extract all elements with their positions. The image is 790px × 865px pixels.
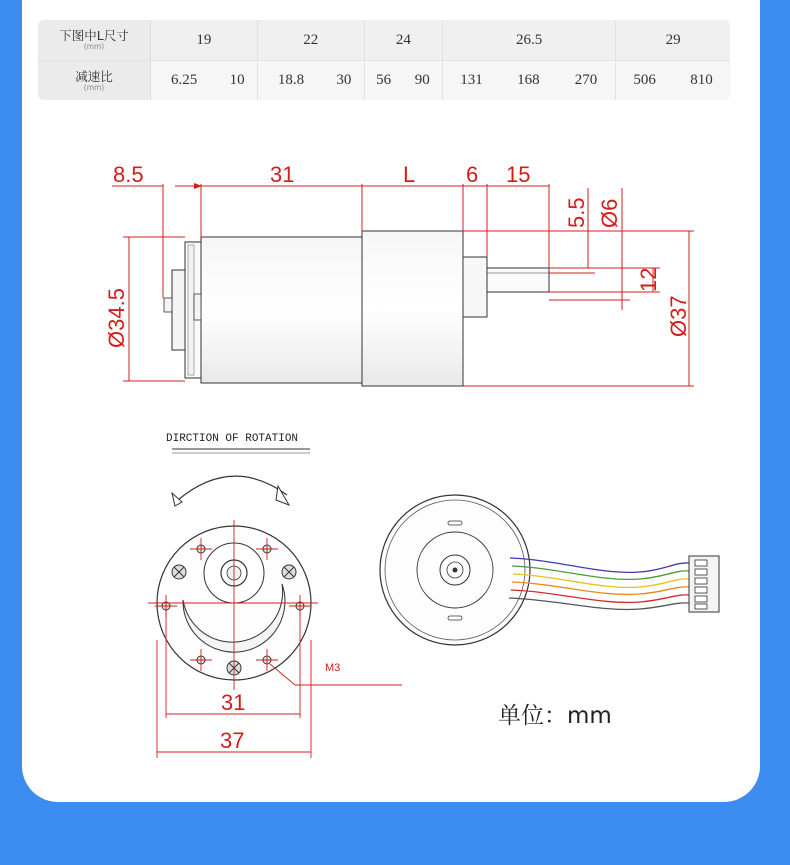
length-cell: 26.5 bbox=[443, 20, 616, 60]
ratio-cell: 18.8 bbox=[258, 60, 324, 100]
dim-5-5: 5.5 bbox=[564, 197, 589, 228]
motor-body bbox=[201, 237, 362, 383]
ratio-cell: 90 bbox=[403, 60, 443, 100]
rotation-label: DIRCTION OF ROTATION bbox=[166, 433, 299, 445]
output-shaft bbox=[487, 268, 549, 292]
ratio-cell: 30 bbox=[324, 60, 364, 100]
encoder-disk bbox=[172, 270, 185, 350]
dim-12: 12 bbox=[636, 267, 661, 292]
dim-8-5: 8.5 bbox=[113, 162, 144, 187]
encoder-wires bbox=[509, 558, 689, 609]
dim-6: 6 bbox=[466, 162, 479, 187]
ratio-cell: 506 bbox=[616, 60, 673, 100]
m3-label: M3 bbox=[325, 662, 341, 674]
side-view bbox=[104, 162, 694, 386]
dim-dia-37: Ø37 bbox=[666, 295, 691, 337]
unit-note: 单位：mm bbox=[498, 703, 612, 729]
dim-31-front: 31 bbox=[221, 690, 246, 715]
front-view bbox=[148, 433, 402, 758]
dim-dia-34-5: Ø34.5 bbox=[104, 288, 129, 348]
dim-15: 15 bbox=[506, 162, 531, 187]
front-boss bbox=[463, 257, 487, 317]
rear-bearing bbox=[194, 294, 201, 320]
rotation-arrow-head-icon bbox=[276, 486, 289, 505]
encoder-hub bbox=[164, 298, 172, 312]
ratio-cell: 56 bbox=[365, 60, 403, 100]
length-cell: 19 bbox=[151, 20, 258, 60]
ratio-cell: 10 bbox=[217, 60, 257, 100]
rotation-arrow-tail bbox=[172, 493, 182, 506]
rotation-arrow-arc bbox=[178, 476, 287, 500]
dim-31: 31 bbox=[270, 162, 295, 187]
encoder-center-dot bbox=[453, 568, 458, 573]
ratio-cell: 270 bbox=[557, 60, 616, 100]
end-cap-inner bbox=[188, 245, 194, 375]
ratio-cell: 168 bbox=[500, 60, 557, 100]
length-header: 下图中L尺寸 (mm) bbox=[38, 20, 151, 60]
length-cell: 22 bbox=[258, 20, 365, 60]
dim-l: L bbox=[403, 162, 416, 187]
length-cell: 24 bbox=[365, 20, 443, 60]
ratio-cell: 6.25 bbox=[151, 60, 217, 100]
length-cell: 29 bbox=[616, 20, 730, 60]
gearbox-body bbox=[362, 231, 463, 386]
ratio-cell: 131 bbox=[443, 60, 500, 100]
dim-37-front: 37 bbox=[220, 728, 245, 753]
slot-top bbox=[448, 521, 462, 525]
rear-view bbox=[380, 495, 719, 645]
slot-bottom bbox=[448, 616, 462, 620]
dim-dia-6: Ø6 bbox=[597, 198, 622, 228]
ratio-header: 减速比 (mm) bbox=[38, 60, 151, 100]
ratio-cell: 810 bbox=[673, 60, 730, 100]
